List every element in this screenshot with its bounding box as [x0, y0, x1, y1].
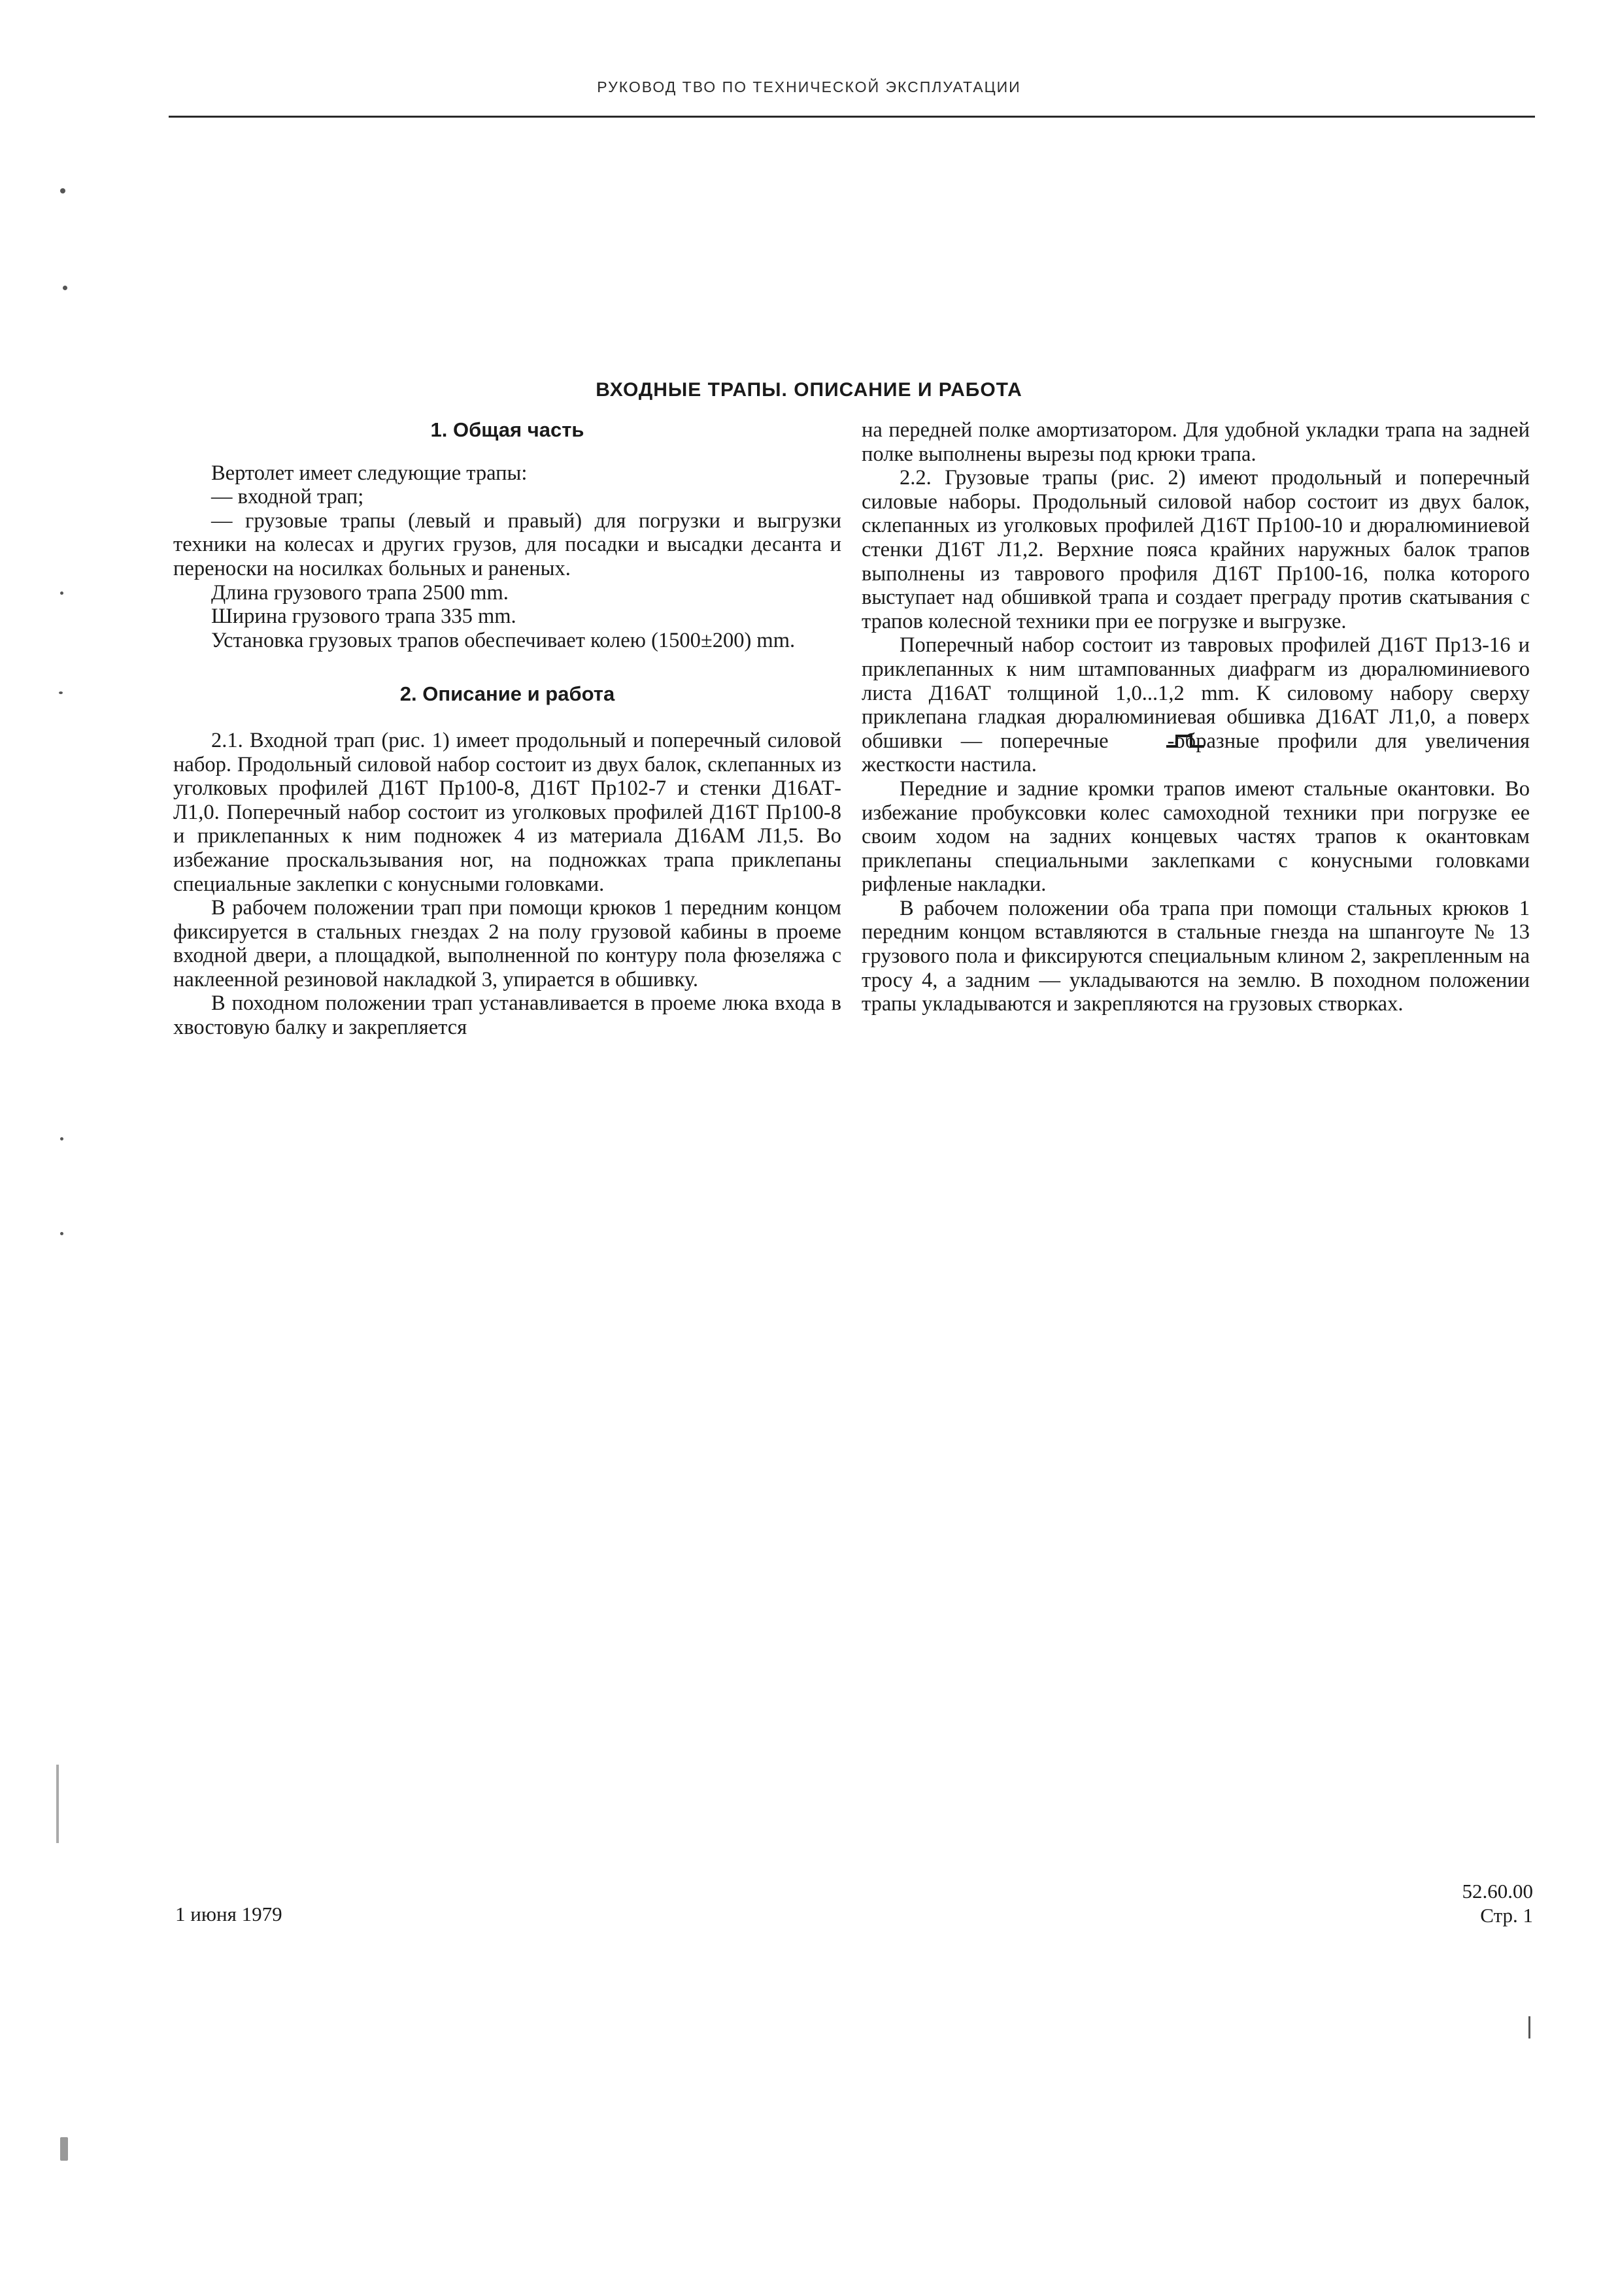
scan-speck — [60, 591, 63, 595]
paragraph: Ширина грузового трапа 335 mm. — [211, 605, 516, 629]
paragraph: Вертолет имеет следующие трапы: — [211, 461, 528, 485]
paragraph-text: Поперечный набор состоит из тавровых профилей Д16Т Пр13-16 и приклепанных к ним штампованных диафрагм из дюралюминиевого листа Д16АТ толщиной 1,0...1,2 mm. К силовому набору сверху приклепана гладкая дюралюминиевая обшивка Д16АТ Л1,0, а поверх обшивки — поперечные — [862, 633, 1530, 753]
paragraph — [862, 633, 1530, 777]
left-column — [173, 418, 841, 1040]
scan-speck — [60, 188, 65, 193]
section-heading-description: 2. Описание и работа — [399, 682, 615, 706]
page-title: ВХОДНЫЕ ТРАПЫ. ОПИСАНИЕ И РАБОТА — [596, 379, 1022, 401]
scan-speck — [63, 286, 67, 290]
paragraph: 2.2. Грузовые трапы (рис. 2) имеют продольный и поперечный силовые наборы. Продольный силовой набор состоит из двух балок, склепанных из уголковых профилей Д16Т Пр100-10 и дюралюминиевой стенки Д16Т Л1,2. Верхние пояса крайних наружных балок трапов выполнены из таврового профиля Д16Т Пр100-16, полка которого выступает над обшивкой трапа и создает преграду против скатывания с трапов колесной техники при ее погрузке и выгрузке. — [862, 466, 1530, 633]
right-column — [862, 418, 1530, 1016]
paragraph: на передней полке амортизатором. Для удобной укладки трапа на задней полке выполнены вырезы под крюки трапа. — [862, 418, 1530, 466]
document-code: 52.60.00 — [1462, 1880, 1533, 1903]
paragraph: В рабочем положении оба трапа при помощи стальных крюков 1 передним концом вставляются в стальные гнезда на шпангоуте № 13 грузового пола и фиксируются специальным клином 2, закрепленным на тросу 4, а задним — укладываются на землю. В походном положении трапы укладываются и закрепляются на грузовых створках. — [862, 896, 1530, 1016]
paragraph-text: -образные профили для увеличения жесткости настила. — [862, 729, 1530, 777]
paragraph: — грузовые трапы (левый и правый) для погрузки и выгрузки техники на колесах и других грузов, для посадки и высадки десанта и переноски на носилках больных и раненых. — [173, 508, 841, 580]
page-number: Стр. 1 — [1480, 1904, 1533, 1927]
scan-mark — [1528, 2016, 1530, 2038]
paragraph: 2.1. Входной трап (рис. 1) имеет продольный и поперечный силовой набор. Продольный силовой набор состоит из двух балок, склепанных из уголковых профилей Д16Т Пр100-8, Д16Т Пр102-7 и стенки Д16АТ-Л1,0. Поперечный набор состоит из уголковых профилей Д16Т Пр100-8 и приклепанных к ним подножек 4 из материала Д16АМ Л1,5. Во избежание проскальзывания ног, на подножках трапа приклепаны специальные заклепки с конусными головками. — [173, 728, 841, 896]
paragraph: — входной трап; — [211, 485, 364, 509]
header-rule — [169, 116, 1535, 118]
scan-speck — [59, 691, 63, 694]
scan-speck — [60, 1137, 63, 1140]
scan-mark — [56, 1765, 59, 1843]
running-header: РУКОВОД ТВО ПО ТЕХНИЧЕСКОЙ ЭКСПЛУАТАЦИИ — [597, 78, 1021, 95]
footer-date: 1 июня 1979 — [175, 1903, 282, 1925]
scan-speck — [60, 1232, 63, 1235]
scan-mark — [60, 2137, 68, 2161]
paragraph: В походном положении трап устанавливается в проеме люка входа в хвостовую балку и закрепляется — [173, 991, 841, 1040]
footer-code-block — [1462, 1879, 1534, 1927]
paragraph: Длина грузового трапа 2500 mm. — [211, 580, 509, 605]
paragraph: В рабочем положении трап при помощи крюков 1 передним концом фиксируется в стальных гнездах 2 на полу грузовой кабины в проеме входной двери, а площадкой, выполненной по контуру пола фюзеляжа с наклеенной резиновой накладкой 3, упирается в обшивку. — [173, 896, 841, 991]
paragraph: Передние и задние кромки трапов имеют стальные окантовки. Во избежание пробуксовки колес самоходной техники при погрузке ее своим ходом на задних концевых частях трапов к окантовкам приклепаны специальными заклепками с конусными головками рифленые накладки. — [862, 776, 1530, 897]
step-profile-icon — [1127, 732, 1168, 749]
section-heading-general: 1. Общая часть — [430, 418, 584, 441]
paragraph: Установка грузовых трапов обеспечивает колею (1500±200) mm. — [211, 628, 796, 652]
